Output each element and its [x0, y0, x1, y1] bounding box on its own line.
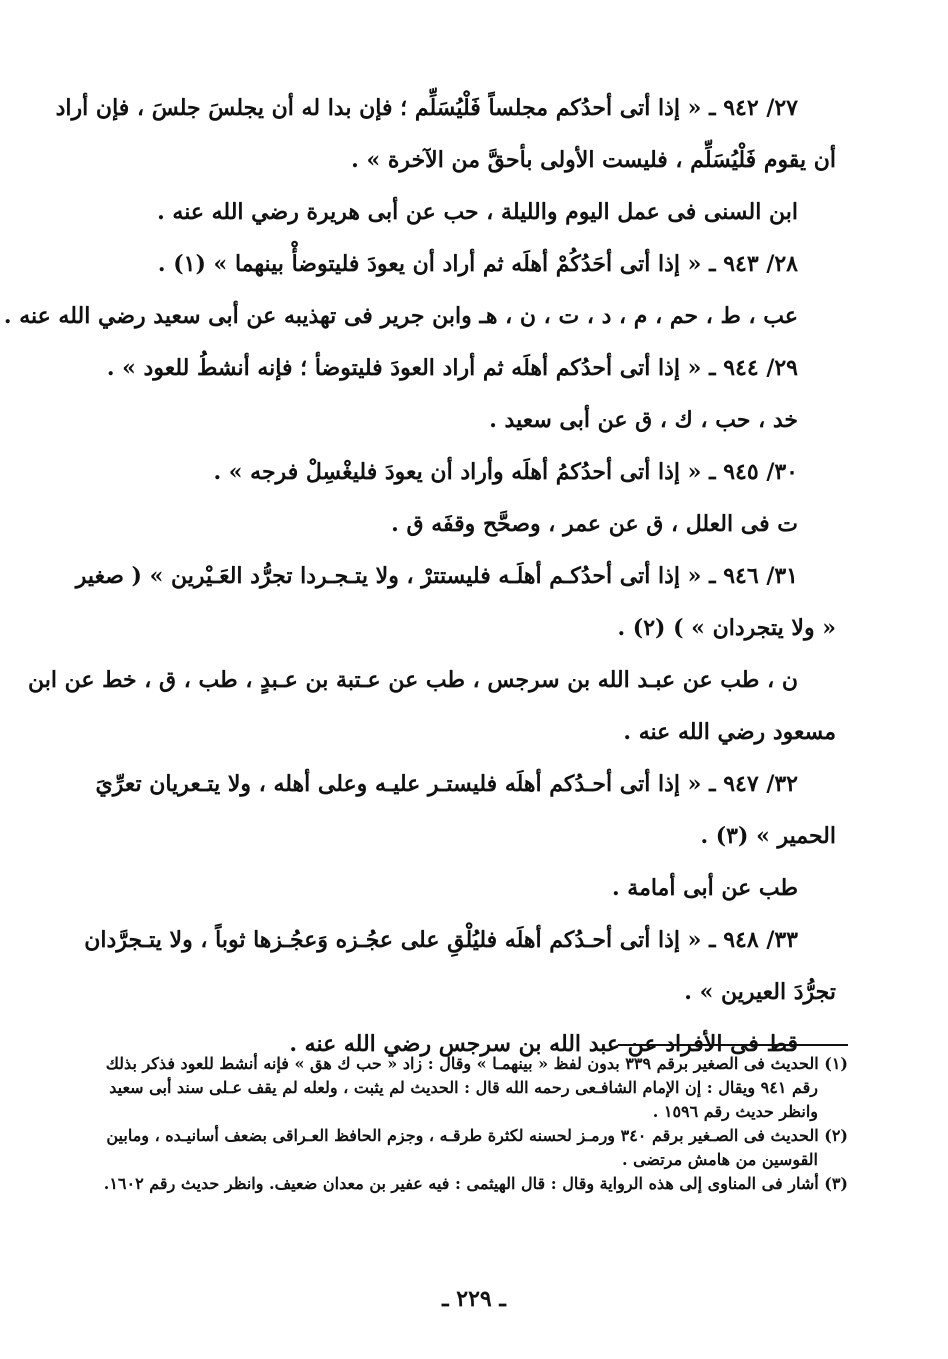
body-line: تجرُّدَ العيرين » .: [684, 979, 836, 1005]
body-line: ٣٣/ ٩٤٨ ـ « إذا أتى أحـدُكم أهلَه فليُلْقِ على عجُـزه وَعجُـزها ثوباً ، ولا يتـجرَّدان: [84, 927, 798, 953]
body-line: عب ، ط ، حم ، م ، د ، ت ، ن ، هـ وابن جرير فى تهذيبه عن أبى سعيد رضي الله عنه .: [3, 303, 798, 329]
body-line: ٢٧/ ٩٤٢ ـ « إذا أتى أحدُكم مجلساً فَلْيُسَلِّم ؛ فإن بدا له أن يجلسَ جلسَ ، فإن أراد: [55, 95, 798, 121]
footnotes-block: [95, 1052, 848, 1196]
body-line: ابن السنى فى عمل اليوم والليلة ، حب عن أبى هريرة رضي الله عنه .: [157, 199, 798, 225]
footnote-line: وانظر حديث رقم ١٥٩٦ .: [652, 1102, 818, 1121]
footnote-separator: [618, 1044, 848, 1046]
body-line: خد ، حب ، ك ، ق عن أبى سعيد .: [489, 407, 798, 433]
footnote-line: (٣) أشار فى المناوى إلى هذه الرواية وقال : قال الهيثمى : فيه عفير بن معدان ضعيف. وانظر حديث رقم ١٦٠٢.: [103, 1174, 848, 1193]
footnote-line: القوسين من هامش مرتضى .: [621, 1150, 818, 1169]
footnote-line: رقم ٩٤١ ويقال : إن الإمام الشافـعى رحمه الله قال : الحديث لم يثبت ، ولعله لم يقف عـلى سند أبى سعيد: [109, 1078, 818, 1097]
body-line: ٣٠/ ٩٤٥ ـ « إذا أتى أحدُكمُ أهلَه وأراد أن يعودَ فليغْسِلْ فرجه » .: [213, 459, 798, 485]
body-line: ٣١/ ٩٤٦ ـ « إذا أتى أحدُكـم أهلَـه فليستترْ ، ولا يتـجـردا تجرُّد العَـيْرين » ( صغير: [75, 563, 798, 589]
footnote-line: (١) الحديث فى الصغير برقم ٣٣٩ بدون لفظ « بينهمـا » وقال : زاد « حب ك هق » فإنه أنشط للعود فذكر بذلك: [105, 1054, 848, 1073]
page-number: ـ ٢٢٩ ـ: [442, 1286, 506, 1312]
body-line: طب عن أبى أمامة .: [611, 875, 798, 901]
body-line: ٢٨/ ٩٤٣ ـ « إذا أتى أحَدُكُمْ أهلَه ثم أراد أن يعودَ فليتوضأْ بينهما » (١) .: [157, 251, 798, 277]
footnote-line: (٢) الحديث فى الصـغير برقم ٣٤٠ ورمـز لحسنه لكثرة طرقـه ، وجزم الحافظ العـراقى بضعف أسانيـده ، ومابين: [106, 1126, 848, 1145]
body-line: قط فى الأفراد عن عبد الله بن سرجس رضي الله عنه .: [289, 1031, 798, 1057]
body-line: ن ، طب عن عبـد الله بن سرجس ، طب عن عـتبة بن عـبدٍ ، طب ، ق ، خط عن ابن: [27, 667, 798, 693]
hadith-body-text: [3, 82, 836, 1070]
body-line: ٢٩/ ٩٤٤ ـ « إذا أتى أحدُكم أهلَه ثم أراد العودَ فليتوضأ ؛ فإنه أنشطُ للعود » .: [106, 355, 798, 381]
body-line: الحمير » (٣) .: [700, 823, 836, 849]
body-line: ٣٢/ ٩٤٧ ـ « إذا أتى أحـدُكم أهلَه فليستـر عليـه وعلى أهله ، ولا يتـعريان تعرِّيَ: [95, 771, 798, 797]
body-line: مسعود رضي الله عنه .: [623, 719, 836, 745]
body-line: ت فى العلل ، ق عن عمر ، وصحَّح وقفَه ق .: [391, 511, 798, 537]
body-line: « ولا يتجردان » ) (٢) .: [617, 615, 836, 641]
body-line: أن يقوم فَلْيُسَلِّم ، فليست الأولى بأحقَّ من الآخرة » .: [351, 147, 836, 173]
